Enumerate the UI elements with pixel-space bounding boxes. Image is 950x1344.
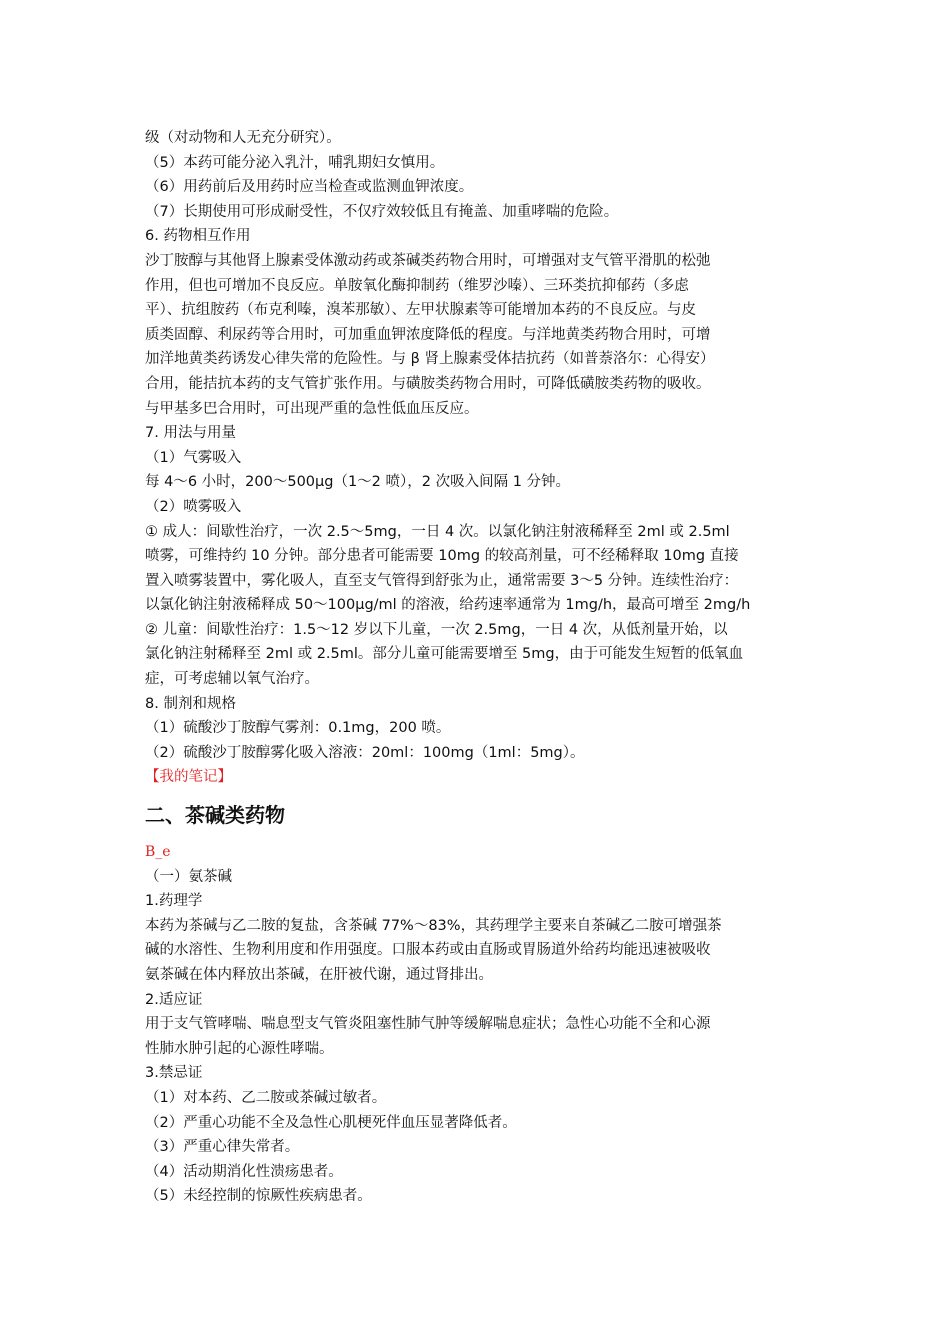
document-page xyxy=(145,126,813,1209)
text-line: （2）严重心功能不全及急性心肌梗死伴血压显著降低者。 xyxy=(145,1114,517,1131)
text-line: 加洋地黄类药诱发心律失常的危险性。与 β 肾上腺素受体拮抗药（如普萘洛尔：心得安） xyxy=(145,351,715,368)
text-line: 作用，但也可增加不良反应。单胺氧化酶抑制药（维罗沙嗪）、三环类抗抑郁药（多虑 xyxy=(145,277,689,294)
text-line: 喷雾，可维持约 10 分钟。部分患者可能需要 10mg 的较高剂量，可不经稀释取 10mg 直接 xyxy=(145,548,739,565)
text-line: 氯化钠注射稀释至 2ml 或 2.5ml。部分儿童可能需要增至 5mg，由于可能发生短暂的低氧血 xyxy=(145,646,744,663)
text-line: （2）喷雾吸入 xyxy=(145,498,242,515)
text-line: （3）严重心律失常者。 xyxy=(145,1139,300,1156)
section-title: 7. 用法与用量 xyxy=(145,425,236,442)
text-line: 沙丁胺醇与其他肾上腺素受体激动药或茶碱类药物合用时，可增强对支气管平滑肌的松弛 xyxy=(145,252,711,269)
text-block-b xyxy=(145,865,813,1209)
section-title: 8. 制剂和规格 xyxy=(145,695,236,712)
text-line: （1）气雾吸入 xyxy=(145,449,242,466)
text-line: 以氯化钠注射液稀释成 50～100μg/ml 的溶液，给药速率通常为 1mg/h，最高可增至 2mg/h xyxy=(145,597,751,614)
section-title: 2.适应证 xyxy=(145,991,203,1008)
text-line: （5）未经控制的惊厥性疾病患者。 xyxy=(145,1188,372,1205)
text-line: 碱的水溶性、生物利用度和作用强度。口服本药或由直肠或胃肠道外给药均能迅速被吸收 xyxy=(145,942,711,959)
text-line: （5）本药可能分泌入乳汁，哺乳期妇女慎用。 xyxy=(145,154,445,171)
text-line: （1）对本药、乙二胺或茶碱过敏者。 xyxy=(145,1089,387,1106)
text-line: 性肺水肿引起的心源性哮喘。 xyxy=(145,1040,334,1057)
text-block-a xyxy=(145,126,813,765)
text-line: （6）用药前后及用药时应当检查或监测血钾浓度。 xyxy=(145,179,474,196)
text-line: 置入喷雾装置中，雾化吸人，直至支气管得到舒张为止，通常需要 3～5 分钟。连续性治疗： xyxy=(145,572,739,589)
text-line: 与甲基多巴合用时，可出现严重的急性低血压反应。 xyxy=(145,400,479,417)
text-line: （7）长期使用可形成耐受性，不仅疗效较低且有掩盖、加重哮喘的危险。 xyxy=(145,203,619,220)
marker-text: B_e xyxy=(145,844,171,861)
text-line: ② 儿童：间歇性治疗：1.5～12 岁以下儿童，一次 2.5mg，一日 4 次，从低剂量开始，以 xyxy=(145,621,728,638)
section-title: 6. 药物相互作用 xyxy=(145,228,251,245)
text-line: 平）、抗组胺药（布克利嗪，溴苯那敏）、左甲状腺素等可能增加本药的不良反应。与皮 xyxy=(145,302,696,319)
text-line: ① 成人：间歇性治疗，一次 2.5～5mg，一日 4 次。以氯化钠注射液稀释至 2ml 或 2.5ml xyxy=(145,523,730,540)
text-line: （1）硫酸沙丁胺醇气雾剂：0.1mg，200 喷。 xyxy=(145,720,451,737)
section-title: 1.药理学 xyxy=(145,893,203,910)
text-line: 本药为茶碱与乙二胺的复盐，含茶碱 77%～83%，其药理学主要来自茶碱乙二胺可增强茶 xyxy=(145,917,722,934)
text-line: 用于支气管哮喘、喘息型支气管炎阻塞性肺气肿等缓解喘息症状；急性心功能不全和心源 xyxy=(145,1016,711,1033)
text-line: 氨茶碱在体内释放出茶碱，在肝被代谢，通过肾排出。 xyxy=(145,967,493,983)
text-line: 症，可考虑辅以氧气治疗。 xyxy=(145,671,319,688)
my-notes-label: 【我的笔记】 xyxy=(145,769,232,786)
text-line: （2）硫酸沙丁胺醇雾化吸入溶液：20ml：100mg（1ml：5mg）。 xyxy=(145,744,585,761)
text-line: 每 4～6 小时，200～500μg（1～2 喷），2 次吸入间隔 1 分钟。 xyxy=(145,474,571,491)
section-title: 3.禁忌证 xyxy=(145,1065,203,1082)
text-line: 合用，能拮抗本药的支气管扩张作用。与磺胺类药物合用时，可降低磺胺类药物的吸收。 xyxy=(145,375,711,392)
text-line: 质类固醇、利尿药等合用时，可加重血钾浓度降低的程度。与洋地黄类药物合用时，可增 xyxy=(145,326,711,343)
section-heading: 二、茶碱类药物 xyxy=(145,803,285,828)
text-line: 级（对动物和人无充分研究）。 xyxy=(145,130,341,146)
subsection-title: （一）氨茶碱 xyxy=(145,868,232,885)
text-line: （4）活动期消化性溃疡患者。 xyxy=(145,1163,343,1180)
